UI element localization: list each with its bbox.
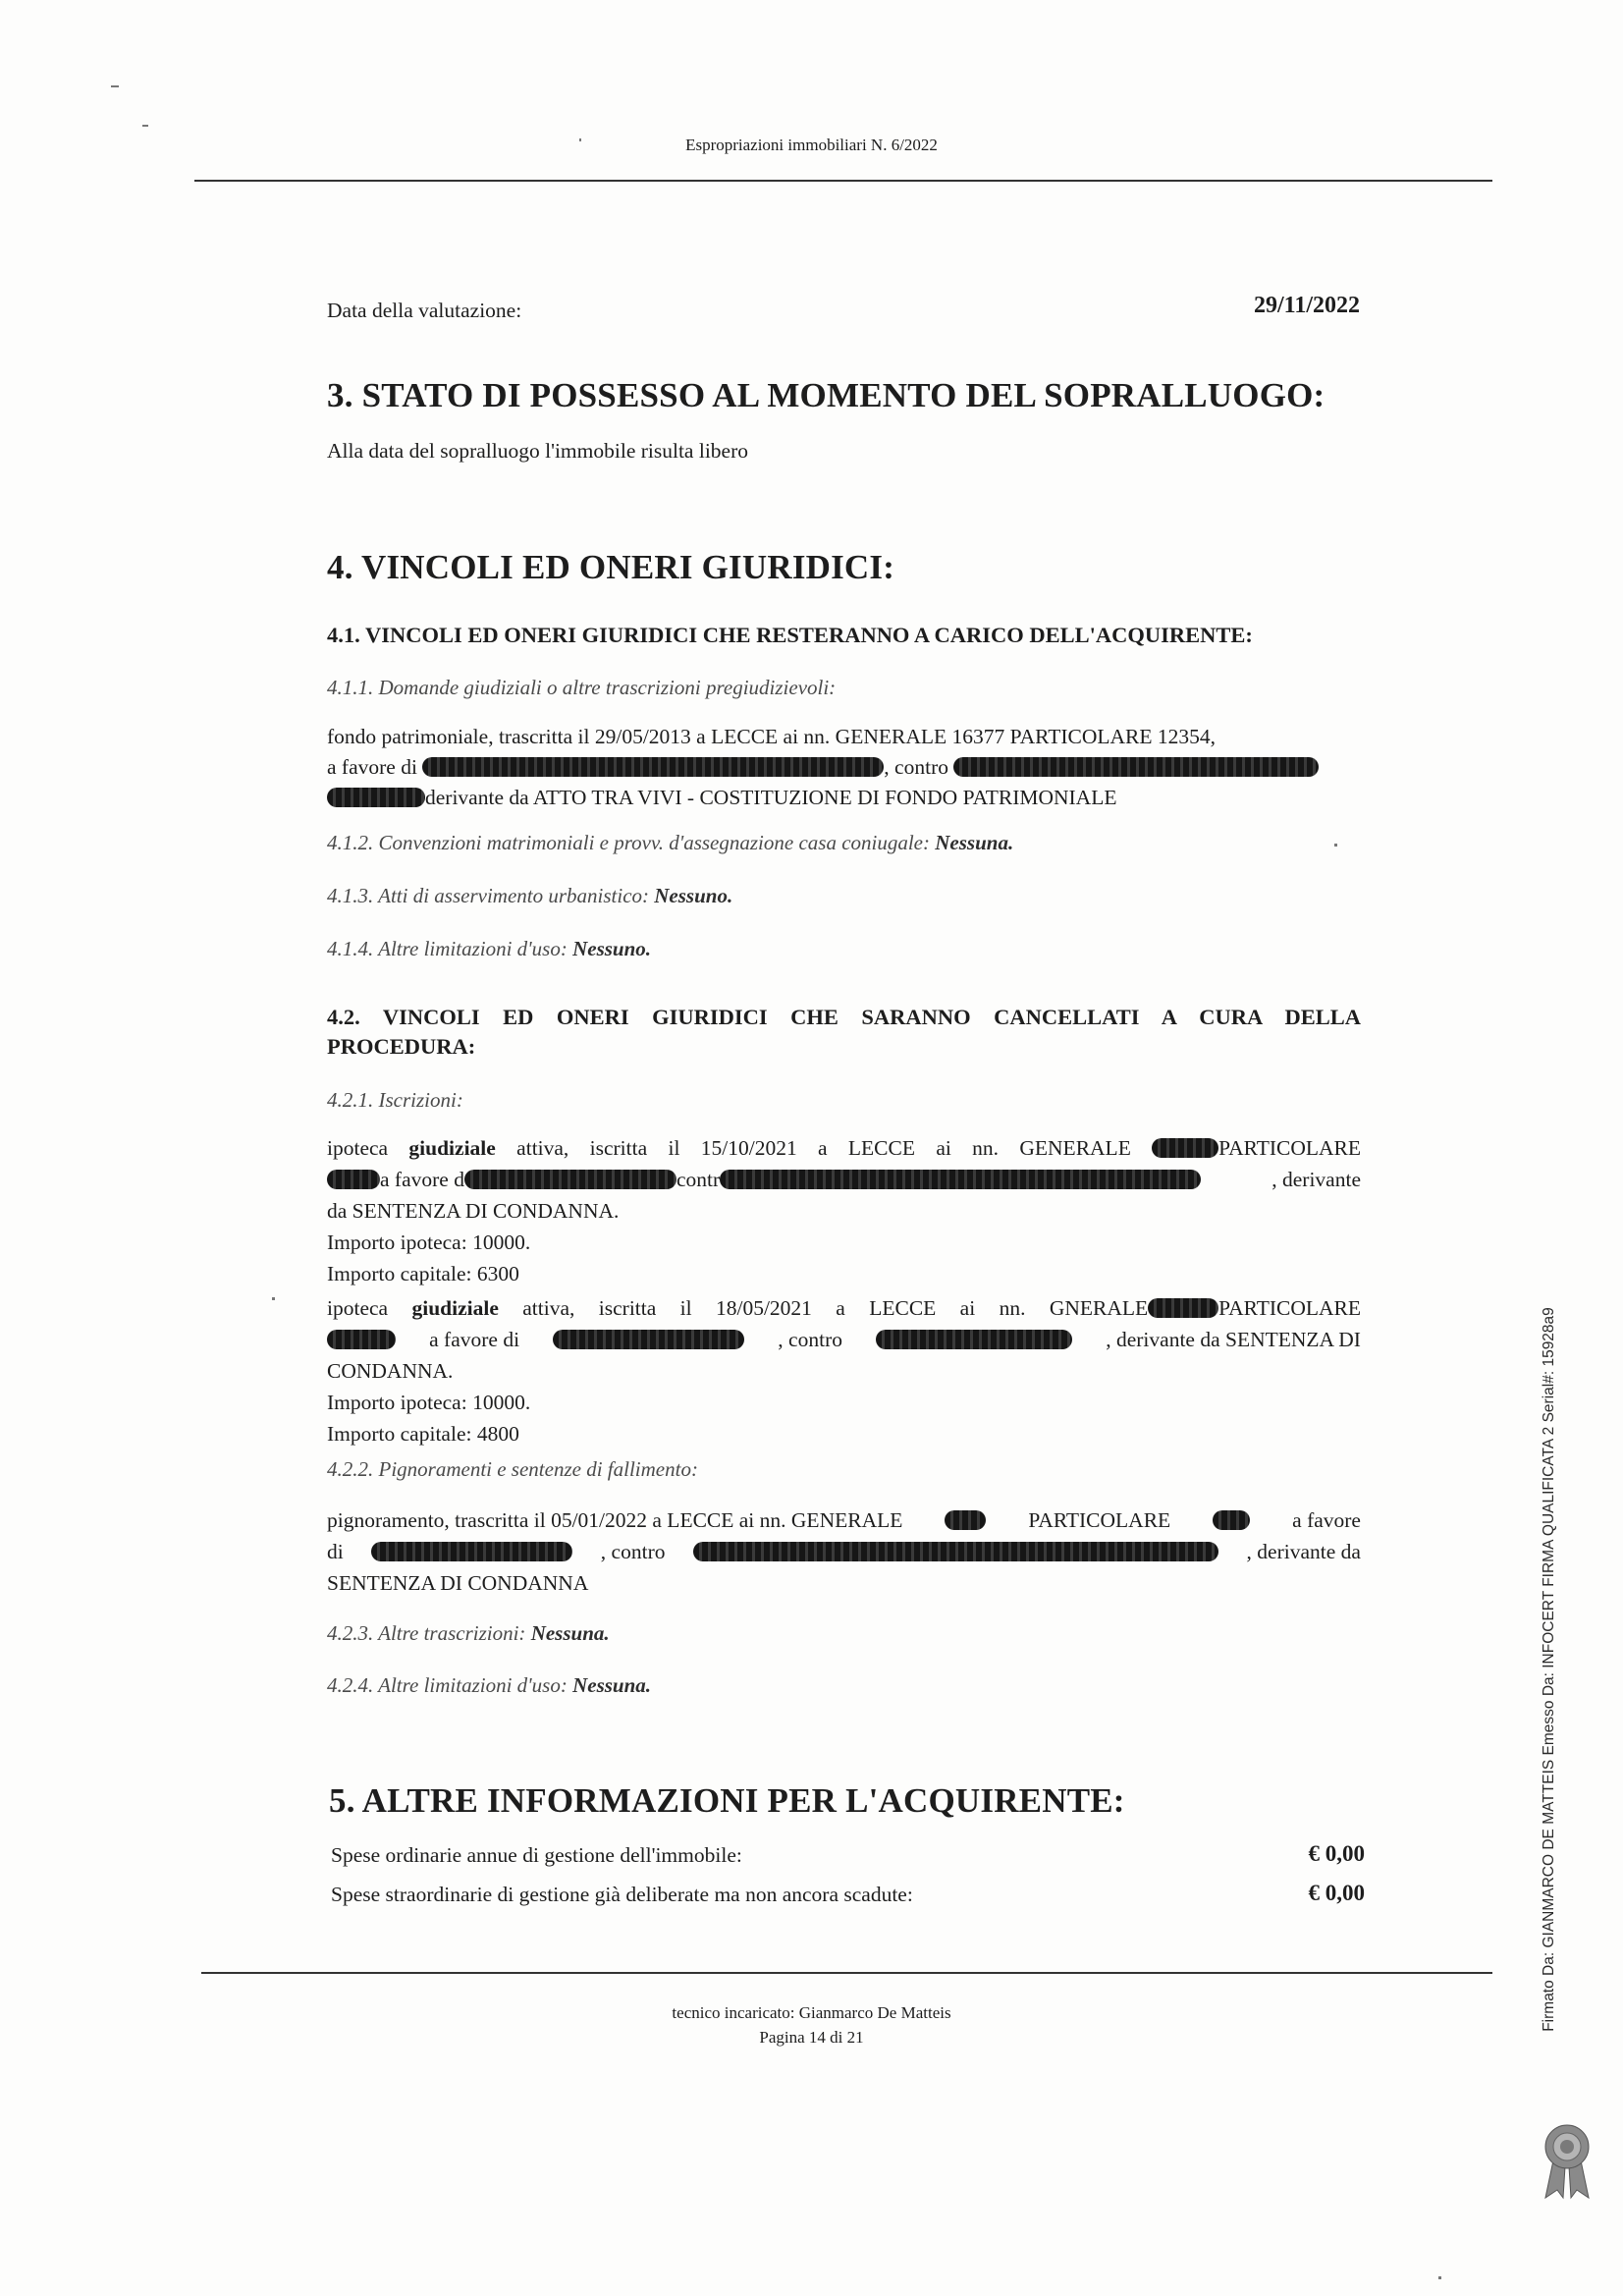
ipoteca-2-importo: Importo ipoteca: 10000.	[327, 1391, 531, 1414]
ipoteca-1-block	[327, 1132, 1361, 1289]
item-4-2-3-label: 4.2.3. Altre trascrizioni:	[327, 1621, 526, 1645]
footer-tecnico: tecnico incaricato: Gianmarco De Matteis	[672, 2003, 951, 2022]
digital-signature-text: Firmato Da: GIANMARCO DE MATTEIS Emesso Da: INFOCERT FIRMA QUALIFICATA 2 Serial#: 15928a9	[1541, 1307, 1557, 2032]
item-4-1-2	[327, 831, 1013, 855]
ipoteca-2-line-1	[327, 1292, 1361, 1324]
ipoteca-1-text: attiva, iscritta il 15/10/2021 a LECCE ai nn. GENERALE	[516, 1136, 1131, 1160]
section-3-text: Alla data del sopralluogo l'immobile risulta libero	[327, 439, 749, 463]
scan-speck	[1334, 844, 1337, 847]
redaction-mark	[1213, 1510, 1250, 1530]
ipoteca-2-text: attiva, iscritta il 18/05/2021 a LECCE ai nn. G	[522, 1296, 1065, 1320]
scan-speck	[111, 85, 119, 87]
redaction-mark	[371, 1542, 572, 1561]
item-4-1-1: 4.1.1. Domande giudiziali o altre trascrizioni pregiudizievoli:	[327, 676, 837, 699]
ipoteca-1-line-3: da SENTENZA DI CONDANNA.	[327, 1199, 620, 1223]
redaction-mark	[1148, 1298, 1218, 1318]
valuation-date: 29/11/2022	[1253, 293, 1360, 318]
ipoteca-1-a-favore: a favore d	[380, 1168, 464, 1191]
fondo-line-3	[327, 783, 1361, 813]
ipoteca-1-type: giudiziale	[408, 1136, 496, 1160]
pignoramento-line-1	[327, 1504, 1361, 1536]
ipoteca-1-line-2	[327, 1164, 1361, 1195]
footer-rule	[201, 1972, 1492, 1974]
item-4-2-3	[327, 1621, 610, 1646]
item-4-2-3-value: Nessuna.	[530, 1621, 610, 1645]
valuation-label: Data della valutazione:	[327, 299, 522, 322]
ipoteca-1-importo: Importo ipoteca: 10000.	[327, 1230, 531, 1254]
seal-rosette-graphic	[1540, 2121, 1595, 2200]
redaction-mark	[876, 1330, 1072, 1349]
ipoteca-2-line-3: CONDANNA.	[327, 1359, 454, 1383]
section-4-1-title: 4.1. VINCOLI ED ONERI GIURIDICI CHE RESTERANNO A CARICO DELL'ACQUIRENTE:	[327, 623, 1253, 647]
ipoteca-2-contro: , contro	[778, 1328, 842, 1351]
ipoteca-2-line-2	[327, 1324, 1361, 1355]
spese-row-2-label: Spese straordinarie di gestione già deliberate ma non ancora scadute:	[331, 1883, 913, 1906]
redaction-mark	[422, 757, 884, 777]
ipoteca-1-particolare: PARTICOLARE	[1218, 1136, 1362, 1160]
fondo-line-2	[327, 752, 1361, 783]
redaction-mark	[327, 788, 425, 807]
footer-page-number: Pagina 14 di 21	[759, 2028, 864, 2047]
item-4-2-4-label: 4.2.4. Altre limitazioni d'uso:	[327, 1673, 568, 1697]
item-4-1-2-label: 4.1.2. Convenzioni matrimoniali e provv. d'assegnazione casa coniugale:	[327, 831, 930, 854]
item-4-2-2: 4.2.2. Pignoramenti e sentenze di fallimento:	[327, 1457, 698, 1481]
fondo-patrimoniale-block	[327, 722, 1361, 813]
ipoteca-1-capitale: Importo capitale: 6300	[327, 1262, 519, 1285]
pignoramento-a-favore: a favore	[1292, 1508, 1361, 1532]
redaction-mark	[327, 1170, 380, 1189]
spese-row-1-label: Spese ordinarie annue di gestione dell'immobile:	[331, 1843, 742, 1867]
pignoramento-line-2	[327, 1536, 1361, 1567]
ipoteca-1-word: ipoteca	[327, 1136, 389, 1160]
spese-row-1	[331, 1840, 1365, 1871]
redaction-mark	[693, 1542, 1218, 1561]
fondo-derivante: derivante da ATTO TRA VIVI - COSTITUZIONE DI FONDO PATRIMONIALE	[425, 786, 1117, 809]
fondo-a-favore: a favore di	[327, 755, 417, 779]
redaction-mark	[327, 1330, 396, 1349]
redaction-mark	[945, 1510, 986, 1530]
pignoramento-particolare: PARTICOLARE	[1028, 1508, 1171, 1532]
ipoteca-2-derivante: , derivante da SENTENZA DI	[1106, 1328, 1361, 1351]
pignoramento-derivante: , derivante da	[1246, 1540, 1361, 1563]
document-header: Espropriazioni immobiliari N. 6/2022	[685, 136, 938, 154]
fondo-line-1: fondo patrimoniale, trascritta il 29/05/2013 a LECCE ai nn. GENERALE 16377 PARTICOLARE 12354,	[327, 725, 1216, 748]
scan-speck	[1438, 2276, 1441, 2279]
ipoteca-2-particolare: PARTICOLARE	[1218, 1296, 1362, 1320]
section-5-title: 5. ALTRE INFORMAZIONI PER L'ACQUIRENTE:	[329, 1781, 1125, 1820]
ipoteca-1-derivante: , derivante	[1271, 1168, 1361, 1191]
ipoteca-2-a-favore: a favore di	[429, 1328, 520, 1351]
spese-row-2	[331, 1880, 1365, 1910]
ipoteca-1-line-1	[327, 1132, 1361, 1164]
item-4-1-3	[327, 884, 732, 908]
item-4-1-4-label: 4.1.4. Altre limitazioni d'uso:	[327, 937, 568, 960]
item-4-1-4	[327, 937, 651, 961]
pignoramento-line-3: SENTENZA DI CONDANNA	[327, 1571, 589, 1595]
ipoteca-2-capitale: Importo capitale: 4800	[327, 1422, 519, 1446]
redaction-mark	[720, 1170, 1201, 1189]
scan-speck	[142, 125, 148, 127]
section-4-2-title	[327, 1003, 1361, 1062]
item-4-2-4	[327, 1673, 651, 1698]
redaction-mark	[464, 1170, 676, 1189]
pignoramento-di: di	[327, 1540, 344, 1563]
section-4-2-title-line-2: PROCEDURA:	[327, 1034, 476, 1059]
ipoteca-2-generale: NERALE	[1064, 1296, 1149, 1320]
header-rule	[194, 180, 1492, 182]
section-3-title: 3. STATO DI POSSESSO AL MOMENTO DEL SOPRALLUOGO:	[327, 376, 1325, 414]
item-4-1-3-label: 4.1.3. Atti di asservimento urbanistico:	[327, 884, 650, 907]
spese-row-2-value: € 0,00	[1308, 1881, 1365, 1905]
pignoramento-text: pignoramento, trascritta il 05/01/2022 a LECCE ai nn. GENERALE	[327, 1508, 903, 1532]
section-4-2-title-line-1: 4.2. VINCOLI ED ONERI GIURIDICI CHE SARANNO CANCELLATI A CURA DELLA	[327, 1005, 1361, 1029]
ipoteca-1-contro: contr	[676, 1168, 721, 1191]
ipoteca-1-line-2-left	[327, 1164, 1201, 1195]
item-4-1-2-value: Nessuna.	[935, 831, 1014, 854]
item-4-1-4-value: Nessuno.	[572, 937, 652, 960]
redaction-mark	[553, 1330, 744, 1349]
fondo-contro: , contro	[884, 755, 948, 779]
pignoramento-contro: , contro	[600, 1540, 666, 1563]
item-4-2-4-value: Nessuna.	[572, 1673, 652, 1697]
ipoteca-2-type: giudiziale	[411, 1296, 499, 1320]
pignoramento-block	[327, 1504, 1361, 1599]
ipoteca-2-block	[327, 1292, 1361, 1449]
section-4-title: 4. VINCOLI ED ONERI GIURIDICI:	[327, 548, 895, 586]
item-4-1-3-value: Nessuno.	[654, 884, 733, 907]
item-4-2-1: 4.2.1. Iscrizioni:	[327, 1088, 463, 1112]
digital-signature-stamp	[1530, 1242, 1569, 2097]
spese-row-1-value: € 0,00	[1308, 1841, 1365, 1866]
redaction-mark	[1152, 1138, 1218, 1158]
signature-seal-icon	[1540, 2121, 1595, 2200]
redaction-mark	[953, 757, 1319, 777]
scan-speck	[272, 1297, 275, 1300]
scan-speck	[579, 138, 581, 141]
ipoteca-2-word: ipoteca	[327, 1296, 389, 1320]
